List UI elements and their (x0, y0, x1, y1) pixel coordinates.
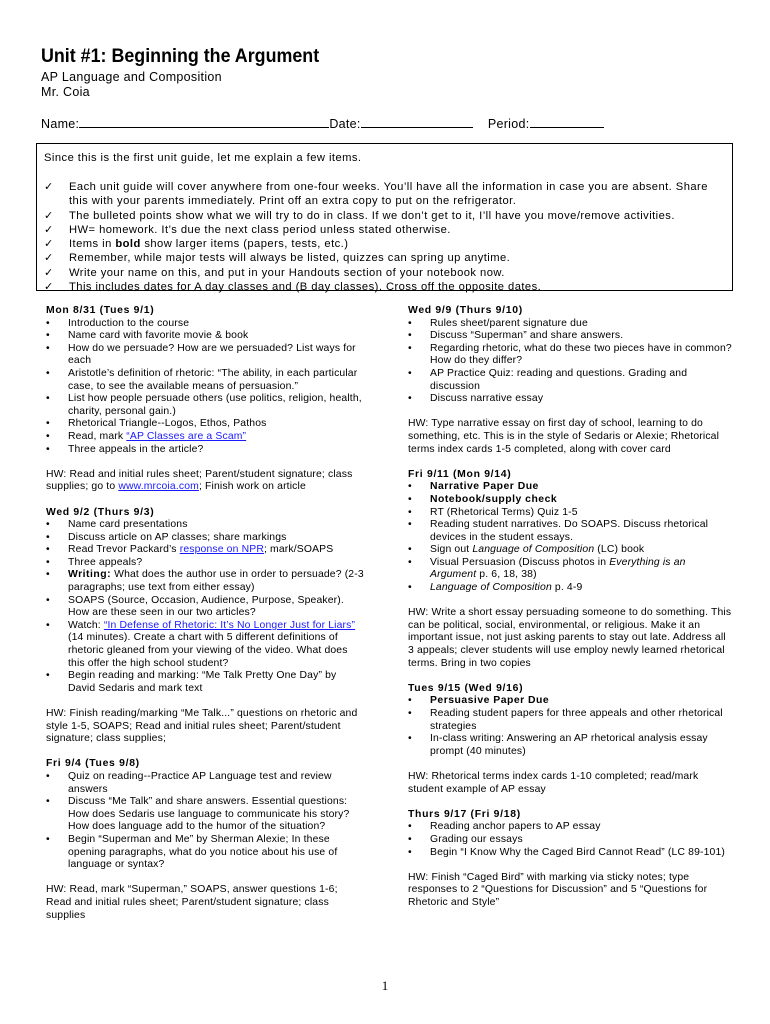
day-heading: Fri 9/4 (Tues 9/8) (46, 758, 140, 770)
homework-text: HW: Write a short essay persuading someone to do something. This can be political, social, environmental, or religious. Make it an important issue, not just asking parents to stay out late. Address all 3 appeals; clever students will use employ newly learned rhetorical terms. Bring in two copies (408, 607, 732, 669)
name-label: Name: (41, 117, 80, 131)
homework-text: HW: Finish “Caged Bird” with marking via sticky notes; type responses to 2 “Questions for Discussion” and 5 “Questions for Rhetoric and Style” (408, 871, 708, 908)
list-item: • AP Practice Quiz: reading and questions. Grading and discussion (408, 368, 733, 393)
list-item: • Begin “I Know Why the Caged Bird Cannot Read” (LC 89-101) (408, 847, 733, 860)
list-item: • Language of Composition p. 4-9 (408, 582, 733, 595)
checkmark-icon: ✓ (44, 281, 54, 294)
list-item: • Introduction to the course (46, 318, 366, 331)
checkmark-icon: ✓ (44, 266, 54, 279)
homework-text: HW: Rhetorical terms index cards 1-10 completed; read/mark student example of AP essay (408, 770, 699, 795)
schedule-day-7 (408, 809, 733, 910)
list-item: • In-class writing: Answering an AP rhetorical analysis essay prompt (40 minutes) (408, 733, 733, 758)
list-item: • RT (Rhetorical Terms) Quiz 1-5 (408, 507, 733, 520)
checkmark-icon: ✓ (44, 181, 54, 193)
day-heading: Thurs 9/17 (Fri 9/18) (408, 808, 521, 820)
activity-list (408, 318, 733, 406)
list-item: • Read, mark “AP Classes are a Scam” (46, 431, 366, 444)
page-title: Unit #1: Beginning the Argument (41, 46, 320, 67)
intro-box (36, 143, 733, 294)
activity-list (408, 821, 733, 859)
list-item: • Visual Persuasion (Discuss photos in Everything is an Argument p. 6, 18, 38) (408, 557, 733, 582)
list-item: • Persuasive Paper Due (408, 695, 733, 708)
npr-response-link[interactable]: response on NPR (179, 544, 264, 556)
date-label: Date: (329, 117, 361, 131)
activity-list (46, 318, 366, 457)
list-item: • Regarding rhetoric, what do these two pieces have in common? How do they differ? (408, 343, 733, 368)
bold-word: bold (115, 238, 141, 251)
list-item: ✓ Items in bold show larger items (papers, tests, etc.) (44, 238, 349, 251)
list-item: • Sign out Language of Composition (LC) book (408, 544, 733, 557)
day-heading: Wed 9/2 (Thurs 9/3) (46, 506, 155, 518)
mrcoia-website-link[interactable]: www.mrcoia.com (118, 481, 199, 493)
left-column (46, 305, 366, 935)
list-item: • Discuss “Me Talk” and share answers. Essential questions: How does Sedaris use language to communicate his story? How does language add to the humor of the situation? (46, 796, 366, 834)
list-item: ✓ HW= homework. It’s due the next class period unless stated otherwise. (44, 223, 451, 236)
activity-list (46, 771, 366, 872)
schedule-day-5 (408, 469, 733, 671)
checkmark-icon: ✓ (44, 223, 54, 236)
list-item: • Reading student narratives. Do SOAPS. Discuss rhetorical devices in the student essays. (408, 519, 733, 544)
activity-list (408, 481, 733, 594)
list-item: • Reading student papers for three appeals and other rhetorical strategies (408, 708, 733, 733)
date-blank (361, 116, 473, 128)
list-item: • Begin “Superman and Me” by Sherman Alexie; In these opening paragraphs, what do you notice about his use of language or syntax? (46, 834, 366, 872)
schedule-day-3 (46, 758, 366, 922)
right-column (408, 305, 733, 922)
list-item: • Writing: What does the author use in order to persuade? (2-3 paragraphs; use text from either essay) (46, 569, 366, 594)
list-item: ✓ Write your name on this, and put in your Handouts section of your notebook now. (44, 266, 505, 279)
schedule-day-2 (46, 507, 366, 746)
list-item: • Name card presentations (46, 519, 366, 532)
list-item: • Discuss narrative essay (408, 393, 733, 406)
defense-of-rhetoric-link[interactable]: “In Defense of Rhetoric: It’s No Longer Just for Liars” (103, 619, 356, 631)
list-item: • Three appeals? (46, 557, 366, 570)
activity-list (46, 519, 366, 695)
homework-text: HW: Read, mark “Superman,” SOAPS, answer questions 1-6; Read and initial rules sheet; Parent/student signature; class supplies (46, 884, 338, 921)
list-item: • Read Trevor Packard’s response on NPR; mark/SOAPS (46, 544, 366, 557)
list-item: • SOAPS (Source, Occasion, Audience, Purpose, Speaker). How are these seen in our two articles? (46, 595, 366, 620)
day-heading: Fri 9/11 (Mon 9/14) (408, 468, 512, 480)
list-item: • Notebook/supply check (408, 494, 733, 507)
student-info-line (41, 116, 604, 131)
list-item: • Rhetorical Triangle--Logos, Ethos, Pathos (46, 418, 366, 431)
homework-text: HW: Read and initial rules sheet; Parent/student signature; class supplies; go to www.mrcoia.com; Finish work on article (46, 468, 353, 493)
course-name: AP Language and Composition (41, 70, 222, 84)
homework-text: HW: Finish reading/marking “Me Talk...” questions on rhetoric and style 1-5, SOAPS; Read and initial rules sheet; Parent/student signature; class supplies; (46, 708, 358, 745)
list-item: • Begin reading and marking: “Me Talk Pretty One Day” by David Sedaris and mark text (46, 670, 366, 695)
list-item: • Narrative Paper Due (408, 481, 733, 494)
list-item: ✓ The bulleted points show what we will try to do in class. If we don’t get to it, I’ll have you move/remove activities. (44, 209, 675, 222)
list-item: ✓ This includes dates for A day classes and (B day classes). Cross off the opposite dates. (44, 281, 542, 294)
homework-text: HW: Type narrative essay on first day of school, learning to do something, etc. This is in the style of Sedaris or Alexie; Rhetorical terms index cards 1-5 completed, along with cover card (408, 418, 720, 455)
list-item: • Watch: “In Defense of Rhetoric: It’s No Longer Just for Liars” (14 minutes). Create a chart with 5 different definitions of rhetoric gleaned from your viewing of the video. What does this offer the high school student? (46, 620, 366, 670)
schedule-day-1 (46, 305, 366, 494)
schedule-day-4 (408, 305, 733, 456)
list-item: • List how people persuade others (use politics, religion, health, charity, personal gain.) (46, 393, 366, 418)
list-item: ✓ Each unit guide will cover anywhere from one-four weeks. You’ll have all the information in case you are absent. Share this with your parents immediately. Print off an extra copy to put on the refrigerator. (44, 181, 708, 208)
activity-list (408, 695, 733, 758)
list-item: • Rules sheet/parent signature due (408, 318, 733, 331)
page-number: 1 (381, 978, 389, 993)
day-heading: Mon 8/31 (Tues 9/1) (46, 305, 155, 316)
checkmark-icon: ✓ (44, 209, 54, 222)
list-item: • Name card with favorite movie & book (46, 330, 366, 343)
intro-text: Since this is the first unit guide, let me explain a few items. (44, 152, 362, 164)
list-item: • Aristotle’s definition of rhetoric: “The ability, in each particular case, to see the available means of persuasion.” (46, 368, 366, 393)
day-heading: Wed 9/9 (Thurs 9/10) (408, 305, 523, 316)
list-item: ✓ Remember, while major tests will always be listed, quizzes can spring up anytime. (44, 252, 511, 265)
list-item: • Discuss “Superman” and share answers. (408, 330, 733, 343)
list-item: • Quiz on reading--Practice AP Language test and review answers (46, 771, 366, 796)
intro-checklist (44, 180, 724, 294)
period-label: Period: (487, 117, 530, 131)
ap-classes-scam-link[interactable]: “AP Classes are a Scam” (126, 430, 247, 442)
checkmark-icon: ✓ (44, 252, 54, 265)
period-blank (530, 116, 604, 128)
name-blank (79, 116, 329, 128)
schedule-day-6 (408, 683, 733, 796)
list-item: • Grading our essays (408, 834, 733, 847)
day-heading: Tues 9/15 (Wed 9/16) (408, 682, 524, 694)
list-item: • Three appeals in the article? (46, 444, 366, 457)
list-item: • Reading anchor papers to AP essay (408, 821, 733, 834)
checkmark-icon: ✓ (44, 238, 54, 251)
list-item: • How do we persuade? How are we persuaded? List ways for each (46, 343, 366, 368)
list-item: • Discuss article on AP classes; share markings (46, 532, 366, 545)
teacher-name: Mr. Coia (41, 85, 90, 99)
